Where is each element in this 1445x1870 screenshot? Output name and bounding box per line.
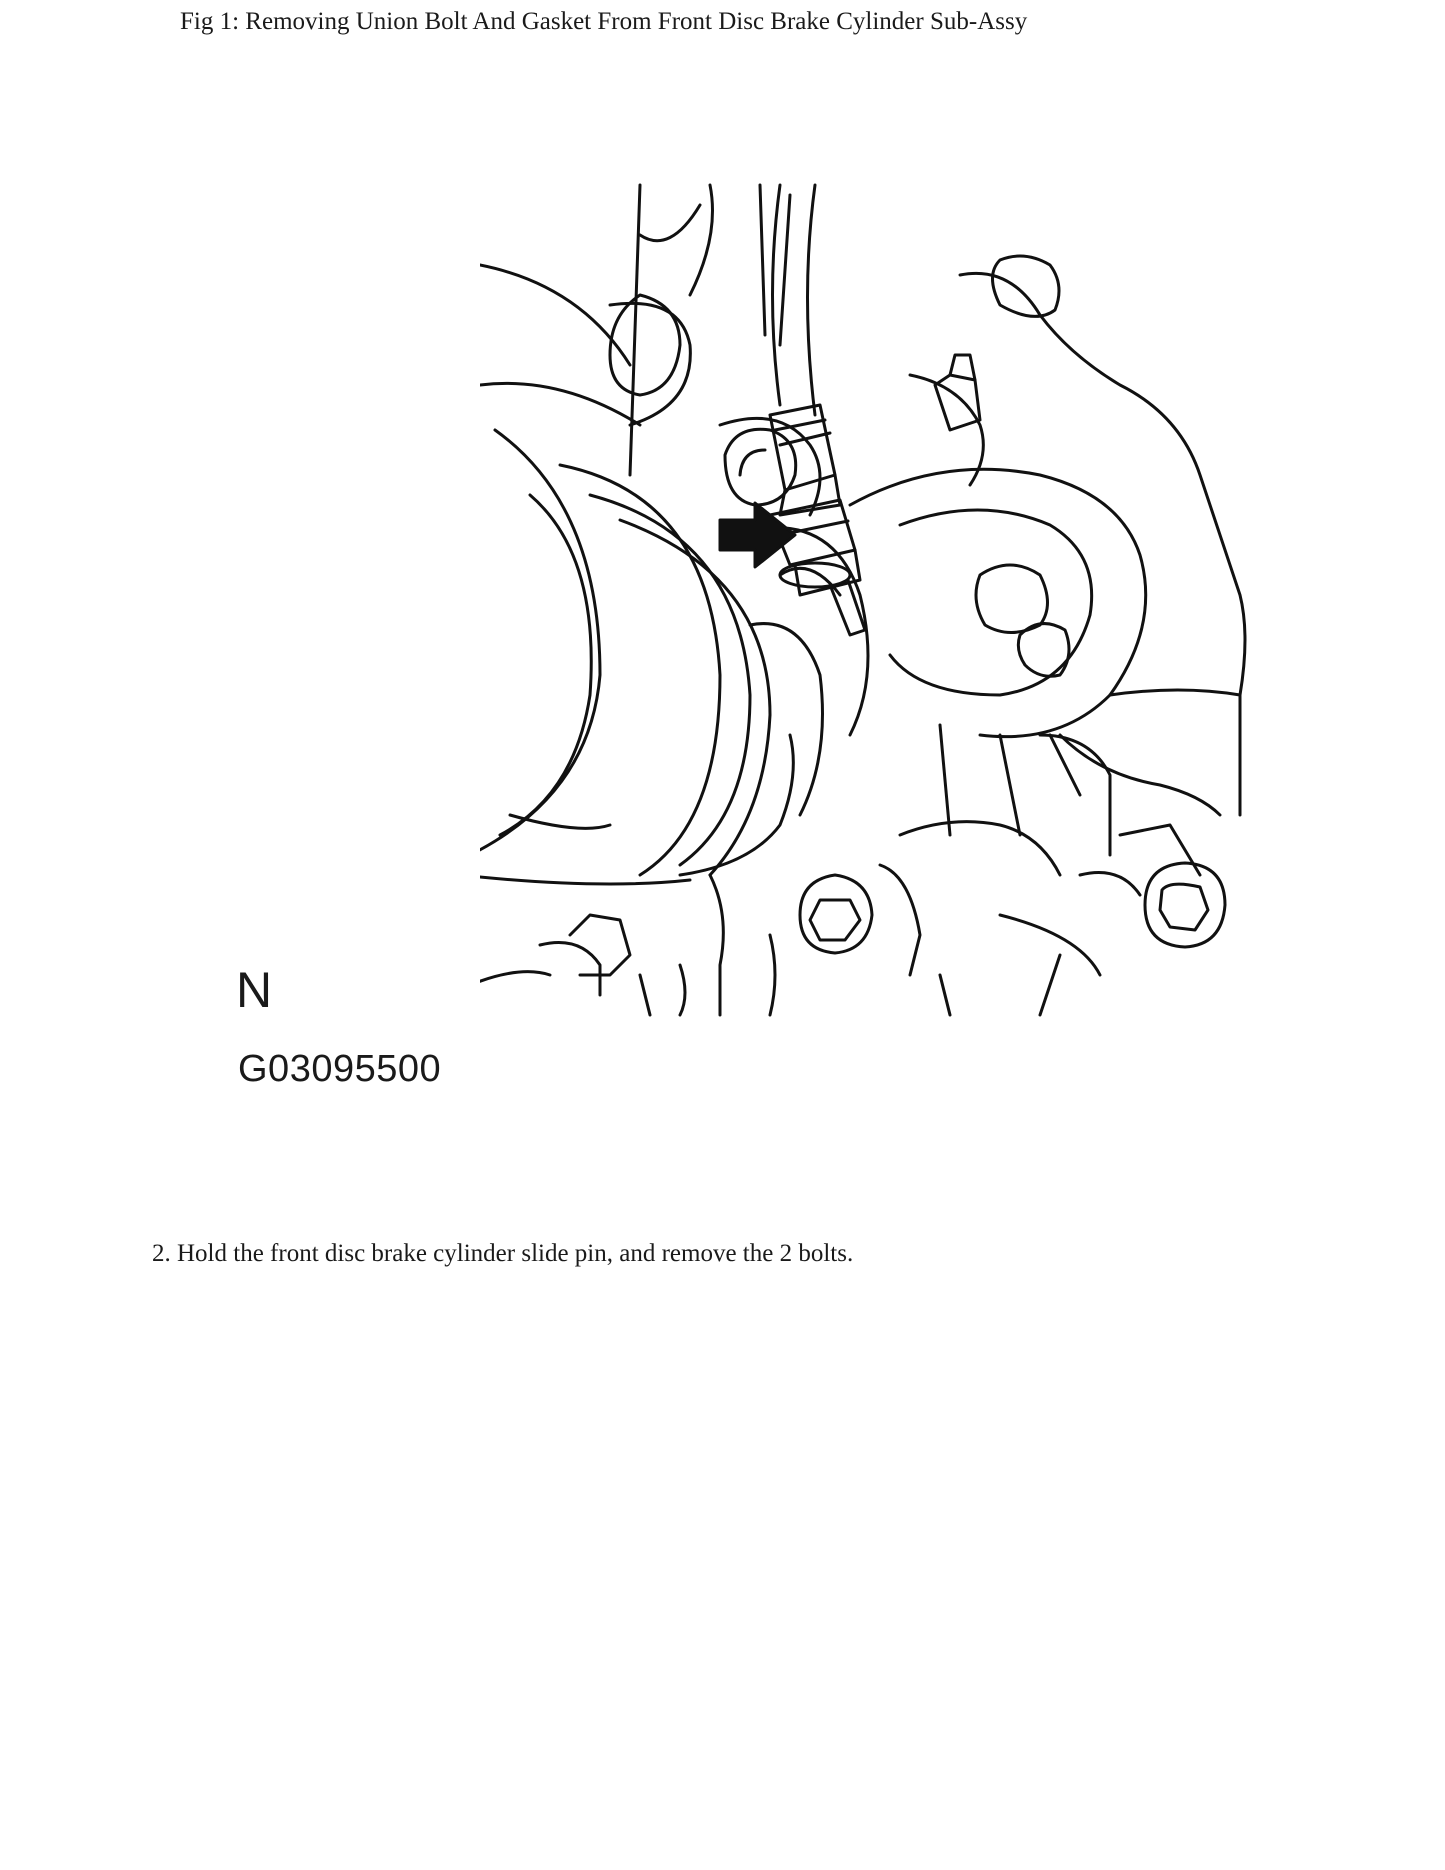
step-text: 2. Hold the front disc brake cylinder slide pin, and remove the 2 bolts. — [152, 1240, 854, 1267]
figure-code: G03095500 — [238, 1048, 442, 1090]
brake-caliper-illustration — [480, 175, 1300, 1025]
figure-caption: Fig 1: Removing Union Bolt And Gasket From Front Disc Brake Cylinder Sub-Assy — [180, 8, 1028, 35]
figure-letter: N — [236, 962, 273, 1018]
